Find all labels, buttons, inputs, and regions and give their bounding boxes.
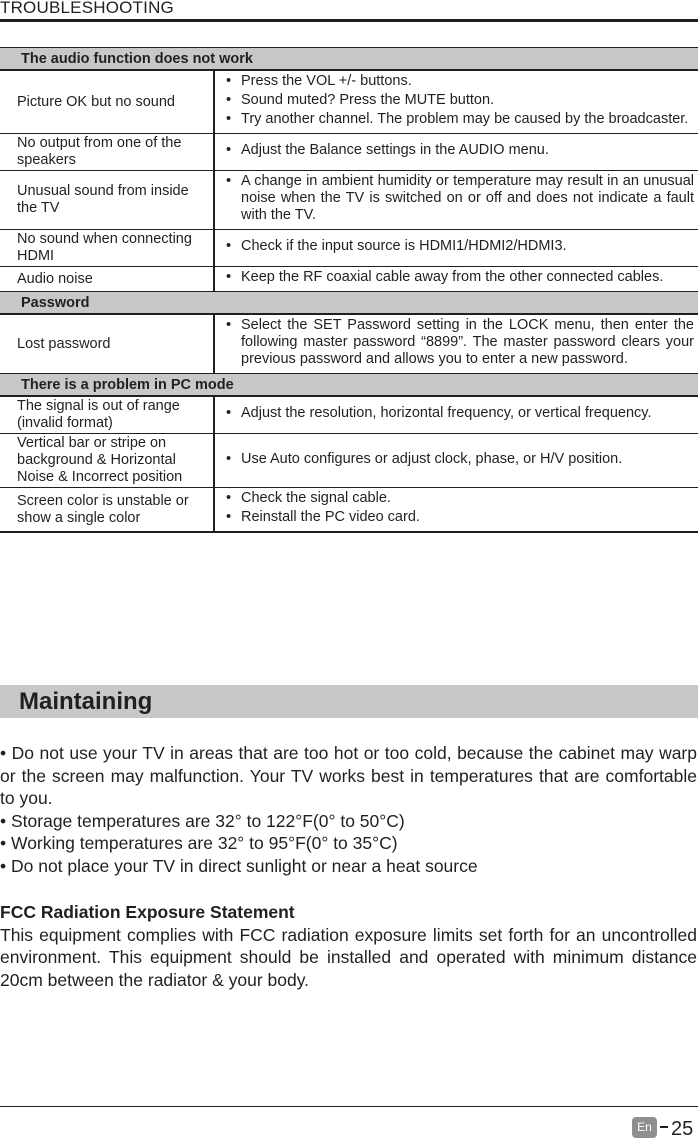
bullet-icon: • — [226, 111, 232, 127]
footer-divider — [0, 1106, 698, 1107]
solution-cell — [214, 314, 698, 374]
solution-text: Adjust the Balance settings in the AUDIO menu. — [241, 142, 549, 158]
bullet-icon: • — [226, 450, 232, 467]
bullet-icon: • — [226, 173, 232, 189]
title-divider — [0, 19, 698, 22]
page-number-dash — [660, 1126, 668, 1128]
bullet-icon: • — [226, 405, 232, 421]
solution-item — [215, 238, 694, 255]
solution-list — [215, 269, 694, 286]
solution-text: Reinstall the PC video card. — [241, 509, 420, 525]
section-title: Password — [0, 292, 698, 315]
solution-text: A change in ambient humidity or temperature may result in an unusual noise when the TV is switched on or off and does not indicate a fault with the TV. — [241, 173, 694, 223]
solution-list — [215, 405, 694, 422]
solution-cell — [214, 396, 698, 434]
solution-item — [215, 490, 694, 507]
solution-item — [215, 509, 694, 526]
table-row — [0, 70, 698, 134]
solution-list — [215, 490, 694, 526]
solution-text: Select the SET Password setting in the LOCK menu, then enter the following master password “8899”. The master password clears your previous password and allows you to enter a new password. — [241, 317, 694, 367]
maintaining-paragraph: • Storage temperatures are 32° to 122°F(0° to 50°C) — [0, 810, 405, 831]
problem-cell: Picture OK but no sound — [0, 70, 214, 134]
solution-item — [215, 317, 694, 368]
bullet-icon: • — [226, 73, 232, 89]
section-title: There is a problem in PC mode — [0, 374, 698, 397]
section-title: The audio function does not work — [0, 48, 698, 71]
solution-item — [215, 269, 694, 286]
page-number: 25 — [671, 1118, 694, 1140]
solution-item — [215, 92, 694, 109]
table-row — [0, 230, 698, 267]
solution-list — [215, 173, 694, 224]
bullet-icon: • — [226, 317, 232, 333]
solution-text: Use Auto configures or adjust clock, phase, or H/V position. — [241, 450, 623, 467]
bullet-icon: • — [226, 509, 232, 525]
solution-text: Check the signal cable. — [241, 490, 391, 506]
solution-text: Check if the input source is HDMI1/HDMI2/HDMI3. — [241, 238, 567, 254]
solution-text: Adjust the resolution, horizontal frequency, or vertical frequency. — [241, 405, 652, 421]
problem-cell: Unusual sound from inside the TV — [0, 171, 214, 230]
maintaining-title: Maintaining — [19, 688, 153, 715]
solution-list — [215, 73, 694, 128]
problem-cell: Screen color is unstable or show a single color — [0, 488, 214, 533]
solution-text: Keep the RF coaxial cable away from the other connected cables. — [241, 269, 664, 285]
table-row — [0, 434, 698, 488]
solution-item — [215, 405, 694, 422]
solution-text: Press the VOL +/- buttons. — [241, 73, 412, 89]
solution-item — [215, 142, 694, 159]
problem-cell: No output from one of the speakers — [0, 134, 214, 171]
solution-list — [215, 317, 694, 368]
problem-cell: No sound when connecting HDMI — [0, 230, 214, 267]
maintaining-body — [0, 742, 697, 991]
section-header — [0, 292, 698, 315]
bullet-icon: • — [226, 490, 232, 506]
solution-cell — [214, 488, 698, 533]
table-row — [0, 488, 698, 533]
solution-cell — [214, 70, 698, 134]
problem-cell: Audio noise — [0, 267, 214, 292]
bullet-icon: • — [226, 269, 232, 285]
solution-list — [215, 238, 694, 255]
solution-item — [215, 73, 694, 90]
section-header — [0, 374, 698, 397]
solution-cell — [214, 134, 698, 171]
table-row — [0, 171, 698, 230]
solution-item — [215, 111, 694, 128]
solution-item — [215, 451, 694, 468]
bullet-icon: • — [226, 142, 232, 158]
bullet-icon: • — [226, 92, 232, 108]
solution-cell — [214, 267, 698, 292]
language-badge: En — [632, 1117, 657, 1138]
solution-cell — [214, 230, 698, 267]
table-row — [0, 267, 698, 292]
solution-item — [215, 173, 694, 224]
problem-cell: Lost password — [0, 314, 214, 374]
problem-cell: The signal is out of range (invalid format) — [0, 396, 214, 434]
solution-list — [215, 142, 694, 159]
problem-cell: Vertical bar or stripe on background & Horizontal Noise & Incorrect position — [0, 434, 214, 488]
page-title: TROUBLESHOOTING — [0, 0, 174, 17]
maintaining-paragraph: • Working temperatures are 32° to 95°F(0° to 35°C) — [0, 833, 398, 853]
fcc-statement: This equipment complies with FCC radiation exposure limits set forth for an uncontrolled environment. This equipment should be installed and operated with minimum distance 20cm between the radiator & your body. — [0, 924, 697, 990]
solution-list — [215, 451, 694, 468]
table-row — [0, 134, 698, 171]
table-row — [0, 396, 698, 434]
troubleshooting-table — [0, 47, 698, 533]
solution-cell — [214, 434, 698, 488]
fcc-heading: FCC Radiation Exposure Statement — [0, 902, 295, 922]
solution-cell — [214, 171, 698, 230]
table-row — [0, 314, 698, 374]
solution-text: Try another channel. The problem may be caused by the broadcaster. — [241, 111, 689, 127]
maintaining-paragraph: • Do not use your TV in areas that are too hot or too cold, because the cabinet may warp or the screen may malfunction. Your TV works best in temperatures that are comfortable to you. — [0, 743, 697, 808]
section-header — [0, 48, 698, 71]
solution-text: Sound muted? Press the MUTE button. — [241, 92, 495, 108]
maintaining-header — [0, 685, 698, 718]
maintaining-paragraph: • Do not place your TV in direct sunlight or near a heat source — [0, 855, 478, 876]
bullet-icon: • — [226, 238, 232, 254]
